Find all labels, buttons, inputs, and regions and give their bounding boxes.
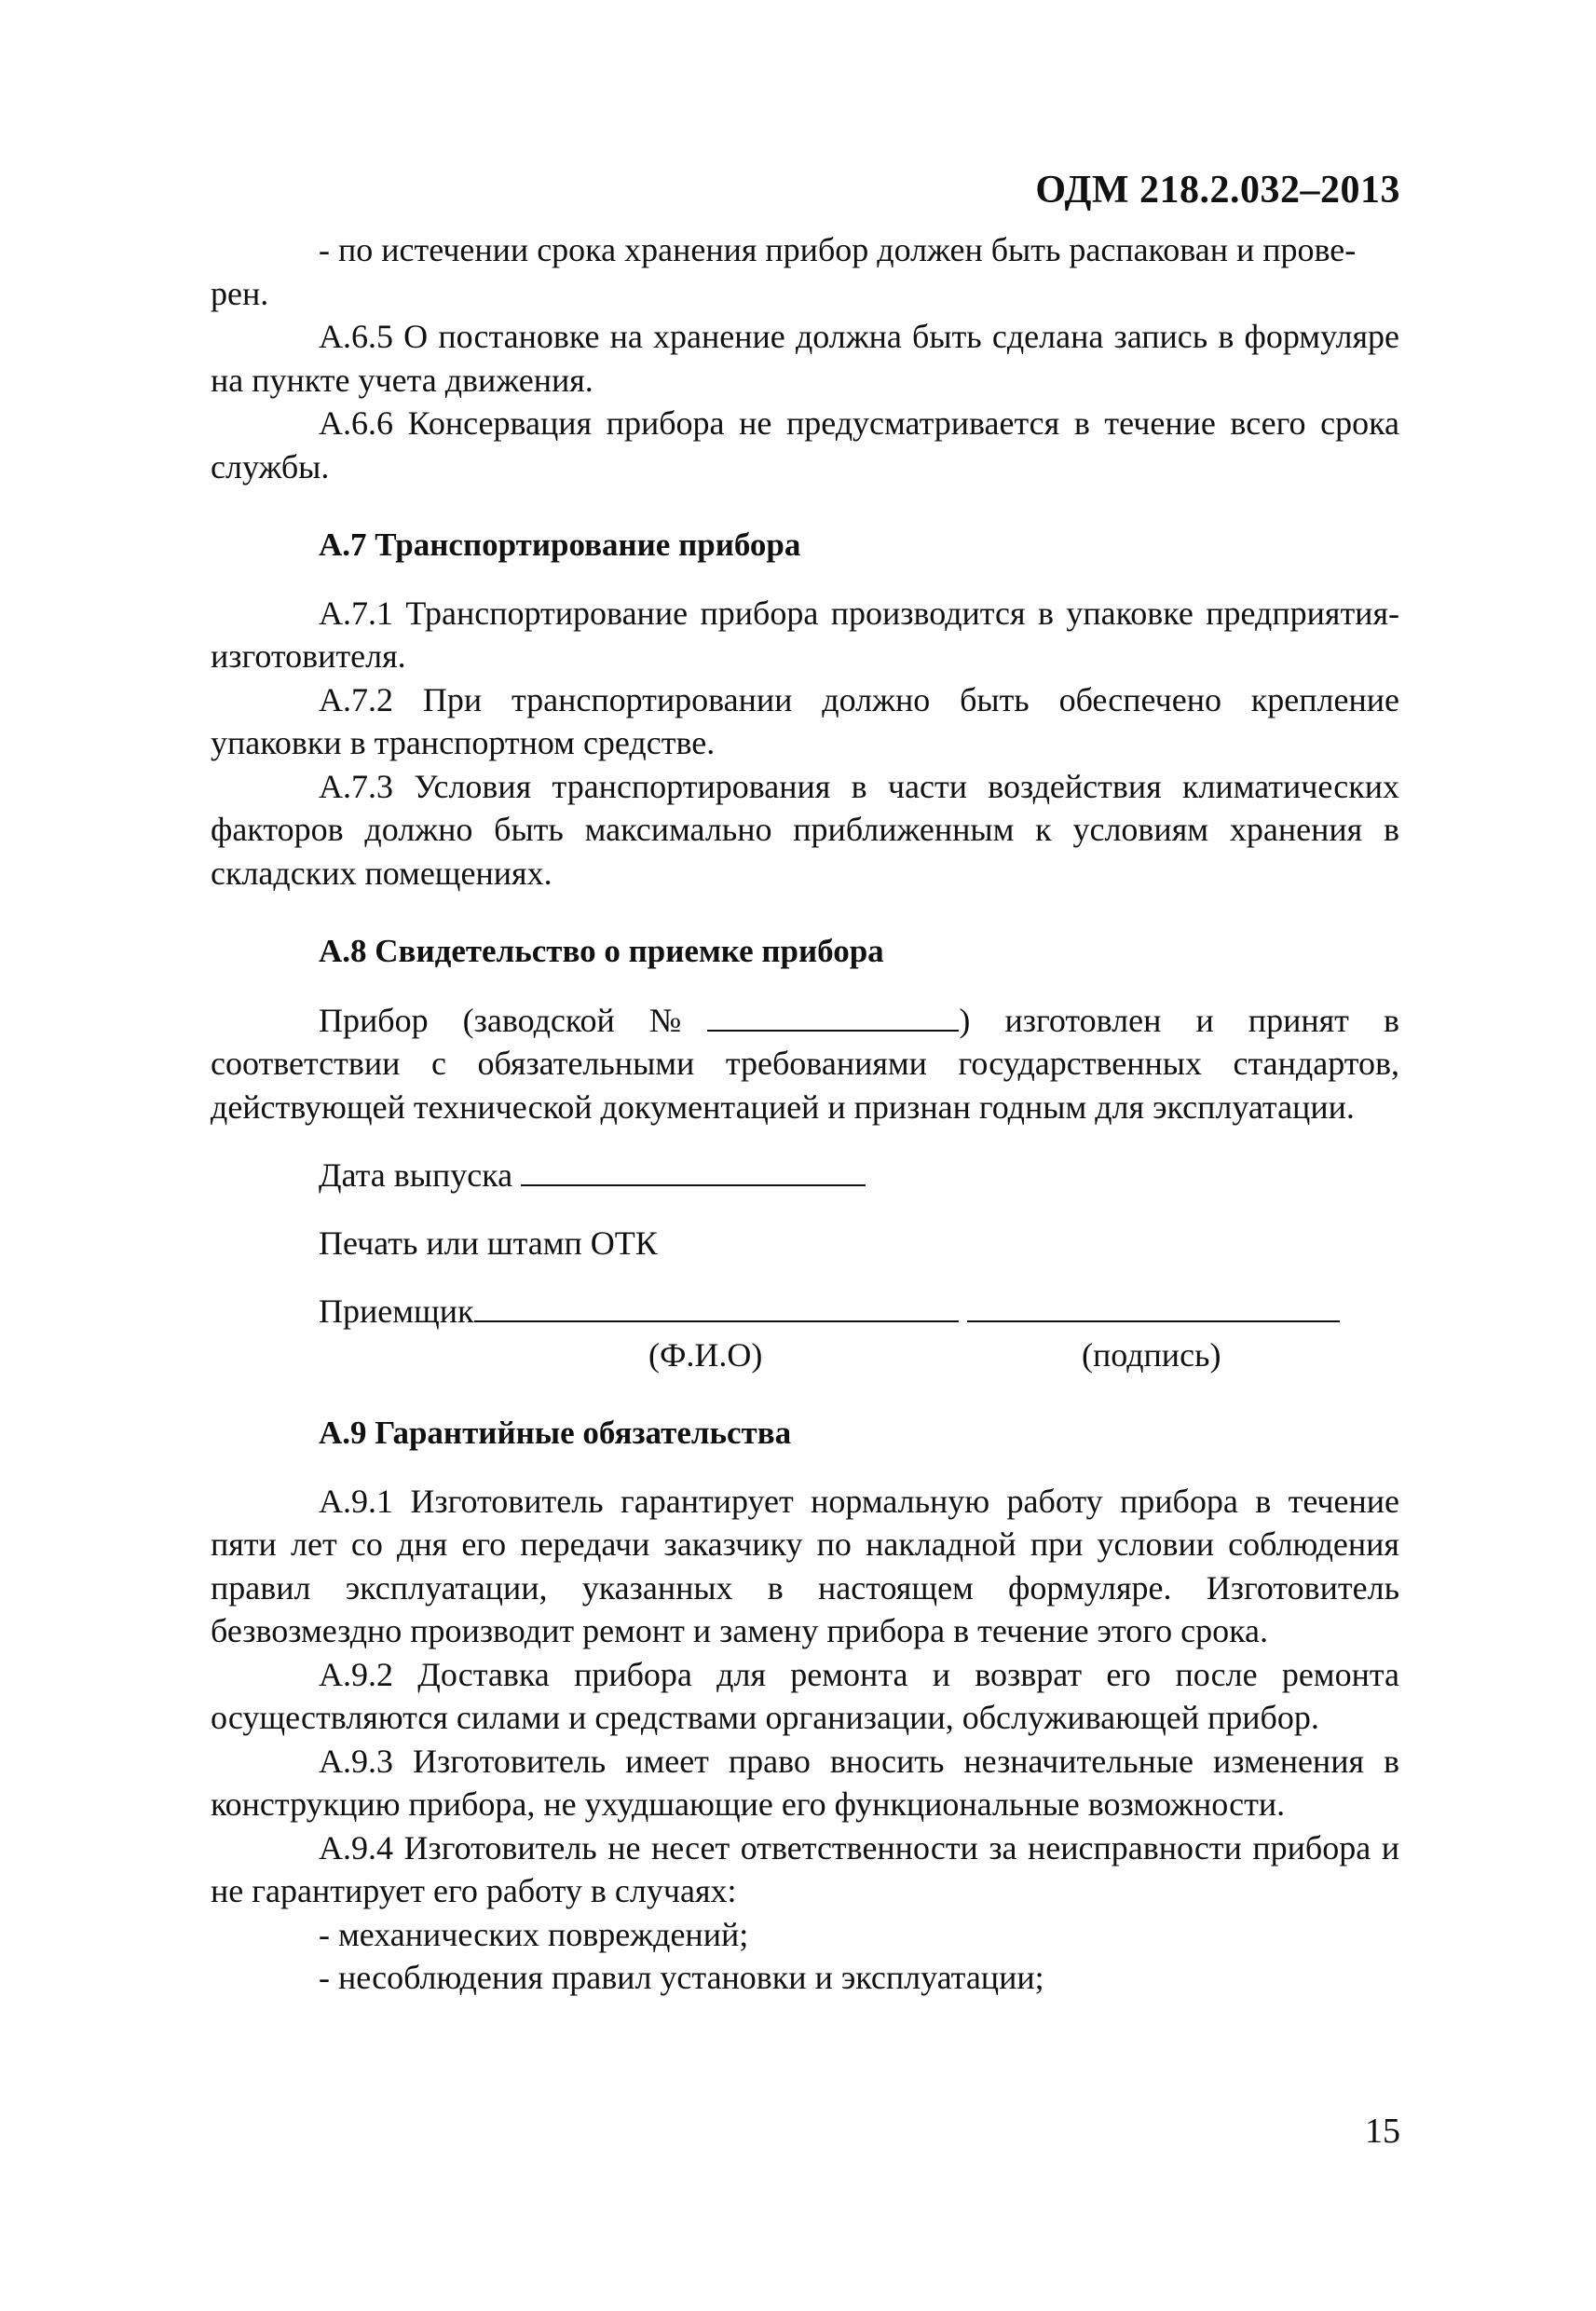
release-date-label: Дата выпуска: [319, 1156, 513, 1194]
case-rules-violation: - несоблюдения правил установки и эксплуатации;: [319, 1959, 1044, 1996]
acceptor-row: [211, 1289, 1399, 1333]
paragraph-a-9-3: А.9.3 Изготовитель имеет право вносить незначительные изменения в конструкцию прибора, не ухудшающие его функциональные возможности.: [211, 1742, 1399, 1823]
section-heading-a8: А.8 Свидетельство о приемке прибора: [319, 933, 884, 969]
acceptor-name-field[interactable]: [474, 1289, 959, 1322]
paragraph-a-9-1: А.9.1 Изготовитель гарантирует нормальную работу прибора в течение пяти лет со дня его передачи заказчику по накладной при условии соблюдения правил эксплуатации, указанных в настоящем формуляре. Изготовитель безвозмездно производит ремонт и замену прибора в течение этого срока.: [211, 1482, 1399, 1649]
caption-signature: (подпись): [1082, 1335, 1221, 1374]
signature-captions: [211, 1333, 1399, 1377]
release-date-row: [211, 1153, 1399, 1197]
document-code-header: ОДМ 218.2.032–2013: [1035, 169, 1400, 212]
serial-number-field[interactable]: [707, 998, 959, 1032]
paragraph-storage-check-continued: рен.: [211, 274, 269, 312]
stamp-row: [211, 1222, 1399, 1265]
acceptor-label: Приемщик: [319, 1292, 474, 1330]
paragraph-storage-check: - по истечении срока хранения прибор должен быть распакован и прове-: [319, 231, 1357, 268]
document-body: [211, 228, 1399, 2000]
paragraph-acceptance-statement: [211, 998, 1399, 1129]
paragraph-a-7-2: А.7.2 При транспортировании должно быть обеспечено крепление упаковки в транспортном средстве.: [211, 680, 1399, 761]
release-date-field[interactable]: [521, 1153, 866, 1186]
acceptance-text-after: ) изготовлен и принят в соответствии с обязательными требованиями государственных стандартов, действующей технической документацией и признан годным для эксплуатации.: [211, 1001, 1399, 1126]
caption-full-name: (Ф.И.О): [648, 1335, 763, 1374]
page-number: 15: [1365, 2112, 1400, 2151]
acceptance-text-before: Прибор (заводской №: [319, 1001, 708, 1039]
section-heading-a9: А.9 Гарантийные обязательства: [319, 1415, 792, 1451]
section-heading-a7: А.7 Транспортирование прибора: [319, 526, 801, 563]
paragraph-a-9-2: А.9.2 Доставка прибора для ремонта и возврат его после ремонта осуществляются силами и средствами организации, обслуживающей прибор.: [211, 1655, 1399, 1736]
paragraph-a-6-6: А.6.6 Консервация прибора не предусматривается в течение всего срока службы.: [211, 404, 1399, 485]
acceptor-signature-field[interactable]: [967, 1289, 1340, 1322]
paragraph-a-7-1: А.7.1 Транспортирование прибора производится в упаковке предприятия-изготовителя.: [211, 594, 1399, 675]
case-mechanical-damage: - механических повреждений;: [319, 1915, 749, 1953]
stamp-label: Печать или штамп ОТК: [319, 1224, 658, 1262]
paragraph-a-9-4: А.9.4 Изготовитель не несет ответственности за неисправности прибора и не гарантирует его работу в случаях:: [211, 1828, 1399, 1909]
paragraph-a-6-5: А.6.5 О постановке на хранение должна быть сделана запись в формуляре на пункте учета движения.: [211, 318, 1399, 399]
paragraph-a-7-3: А.7.3 Условия транспортирования в части воздействия климатических факторов должно быть максимально приближенным к условиям хранения в складских помещениях.: [211, 767, 1399, 892]
